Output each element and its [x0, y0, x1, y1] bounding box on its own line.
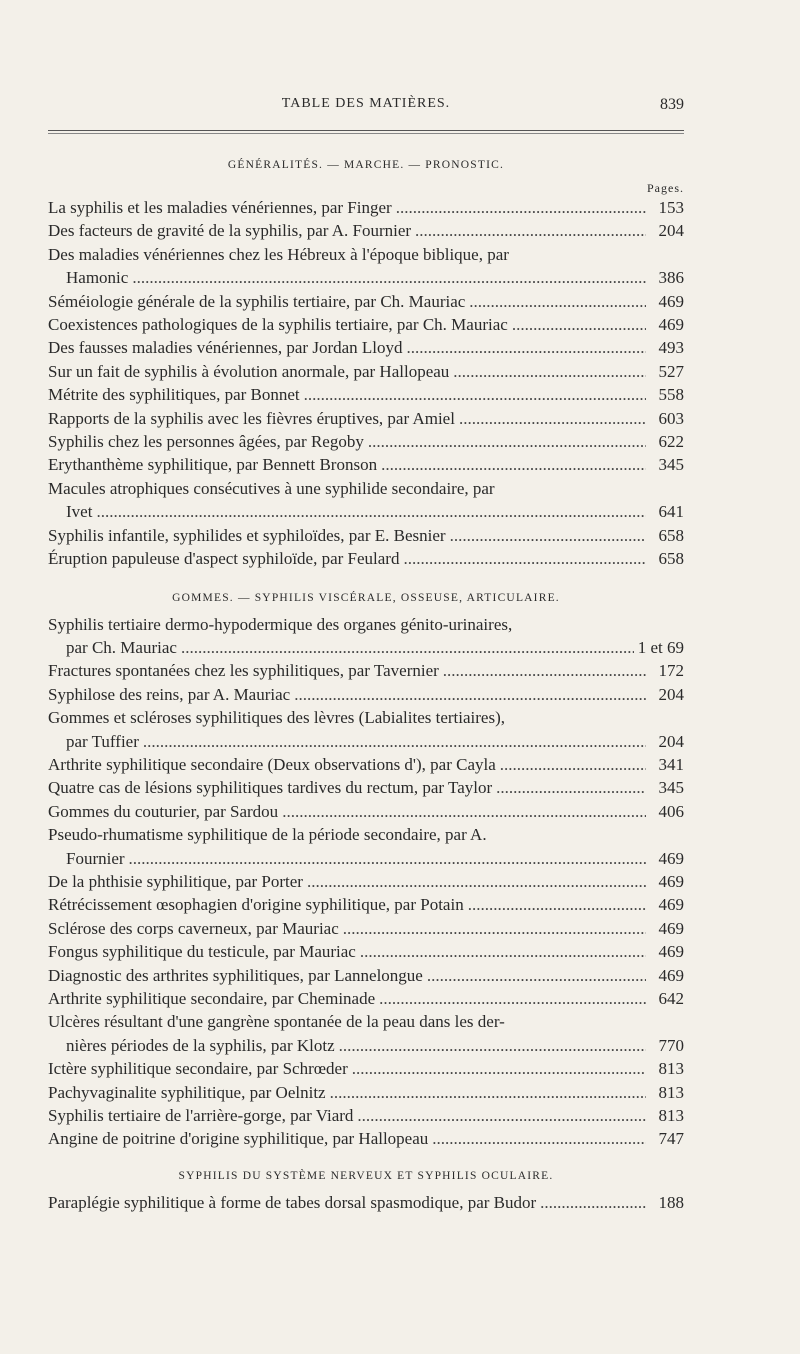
toc-entry: Métrite des syphilitiques, par Bonnet ..... 558	[48, 383, 684, 406]
toc-entry: Des maladies vénériennes chez les Hébreux à l'époque biblique, par Hamonic ..... 386	[48, 243, 684, 290]
toc-entry: Rétrécissement œsophagien d'origine syphilitique, par Potain ..... 469	[48, 893, 684, 916]
toc-entry: Diagnostic des arthrites syphilitiques, par Lannelongue ..... 469	[48, 964, 684, 987]
running-title: TABLE DES MATIÈRES.	[281, 96, 451, 111]
toc-entry: Angine de poitrine d'origine syphilitique, par Hallopeau ..... 747	[48, 1127, 684, 1150]
section-title: GOMMES. — SYPHILIS VISCÉRALE, OSSEUSE, ARTICULAIRE.	[172, 591, 560, 604]
toc-entry: Fractures spontanées chez les syphilitiques, par Tavernier ..... 172	[48, 659, 684, 682]
page-number: 839	[660, 96, 684, 113]
toc-entry: Gommes et scléroses syphilitiques des lèvres (Labialites tertiaires), par Tuffier ..... 204	[48, 706, 684, 753]
toc-entry: Arthrite syphilitique secondaire (Deux observations d'), par Cayla ..... 341	[48, 753, 684, 776]
toc-entry: Syphilis chez les personnes âgées, par Regoby ..... 622	[48, 430, 684, 453]
toc-entry: Des fausses maladies vénériennes, par Jordan Lloyd ..... 493	[48, 336, 684, 359]
toc-entry: Ulcères résultant d'une gangrène spontanée de la peau dans les der- nières périodes de la syphilis, par Klotz ..... 770	[48, 1010, 684, 1057]
toc-entry: Arthrite syphilitique secondaire, par Cheminade ..... 642	[48, 987, 684, 1010]
toc-entry: Syphilis tertiaire de l'arrière-gorge, par Viard ..... 813	[48, 1104, 684, 1127]
toc-entry: Ictère syphilitique secondaire, par Schrœder ..... 813	[48, 1057, 684, 1080]
toc-entry: Syphilose des reins, par A. Mauriac ..... 204	[48, 683, 684, 706]
toc-entry: Coexistences pathologiques de la syphilis tertiaire, par Ch. Mauriac ..... 469	[48, 313, 684, 336]
section-title: GÉNÉRALITÉS. — MARCHE. — PRONOSTIC.	[227, 159, 505, 171]
toc-entry: Fongus syphilitique du testicule, par Mauriac ..... 469	[48, 940, 684, 963]
toc-entry: Erythanthème syphilitique, par Bennett Bronson ..... 345	[48, 453, 684, 476]
toc-entry: Éruption papuleuse d'aspect syphiloïde, par Feulard ..... 658	[48, 547, 684, 570]
section-title: SYPHILIS DU SYSTÈME NERVEUX ET SYPHILIS OCULAIRE.	[178, 1169, 554, 1182]
toc-entry: Macules atrophiques consécutives à une syphilide secondaire, par Ivet ..... 641	[48, 477, 684, 524]
toc-entry: Gommes du couturier, par Sardou ..... 406	[48, 800, 684, 823]
toc-entry: Syphilis infantile, syphilides et syphiloïdes, par E. Besnier ..... 658	[48, 524, 684, 547]
toc-entry: Pseudo-rhumatisme syphilitique de la période secondaire, par A. Fournier ..... 469	[48, 823, 684, 870]
toc-entry: La syphilis et les maladies vénériennes, par Finger ..... 153	[48, 196, 684, 219]
table-of-contents	[48, 156, 684, 1214]
toc-entry: Sur un fait de syphilis à évolution anormale, par Hallopeau ..... 527	[48, 360, 684, 383]
toc-entry: Syphilis tertiaire dermo-hypodermique des organes génito-urinaires, par Ch. Mauriac ..... 1 et 69	[48, 613, 684, 660]
pages-label: Pages.	[647, 181, 684, 195]
header-rule	[48, 130, 684, 134]
toc-entry: Pachyvaginalite syphilitique, par Oelnitz ..... 813	[48, 1081, 684, 1104]
toc-entry: Rapports de la syphilis avec les fièvres éruptives, par Amiel ..... 603	[48, 407, 684, 430]
toc-entry: De la phthisie syphilitique, par Porter ..... 469	[48, 870, 684, 893]
toc-entry: Sclérose des corps caverneux, par Mauriac ..... 469	[48, 917, 684, 940]
toc-entry: Des facteurs de gravité de la syphilis, par A. Fournier ..... 204	[48, 219, 684, 242]
toc-entry: Quatre cas de lésions syphilitiques tardives du rectum, par Taylor ..... 345	[48, 776, 684, 799]
running-header	[48, 96, 684, 120]
toc-entry: Paraplégie syphilitique à forme de tabes dorsal spasmodique, par Budor ..... 188	[48, 1191, 684, 1214]
toc-entry: Séméiologie générale de la syphilis tertiaire, par Ch. Mauriac ..... 469	[48, 290, 684, 313]
